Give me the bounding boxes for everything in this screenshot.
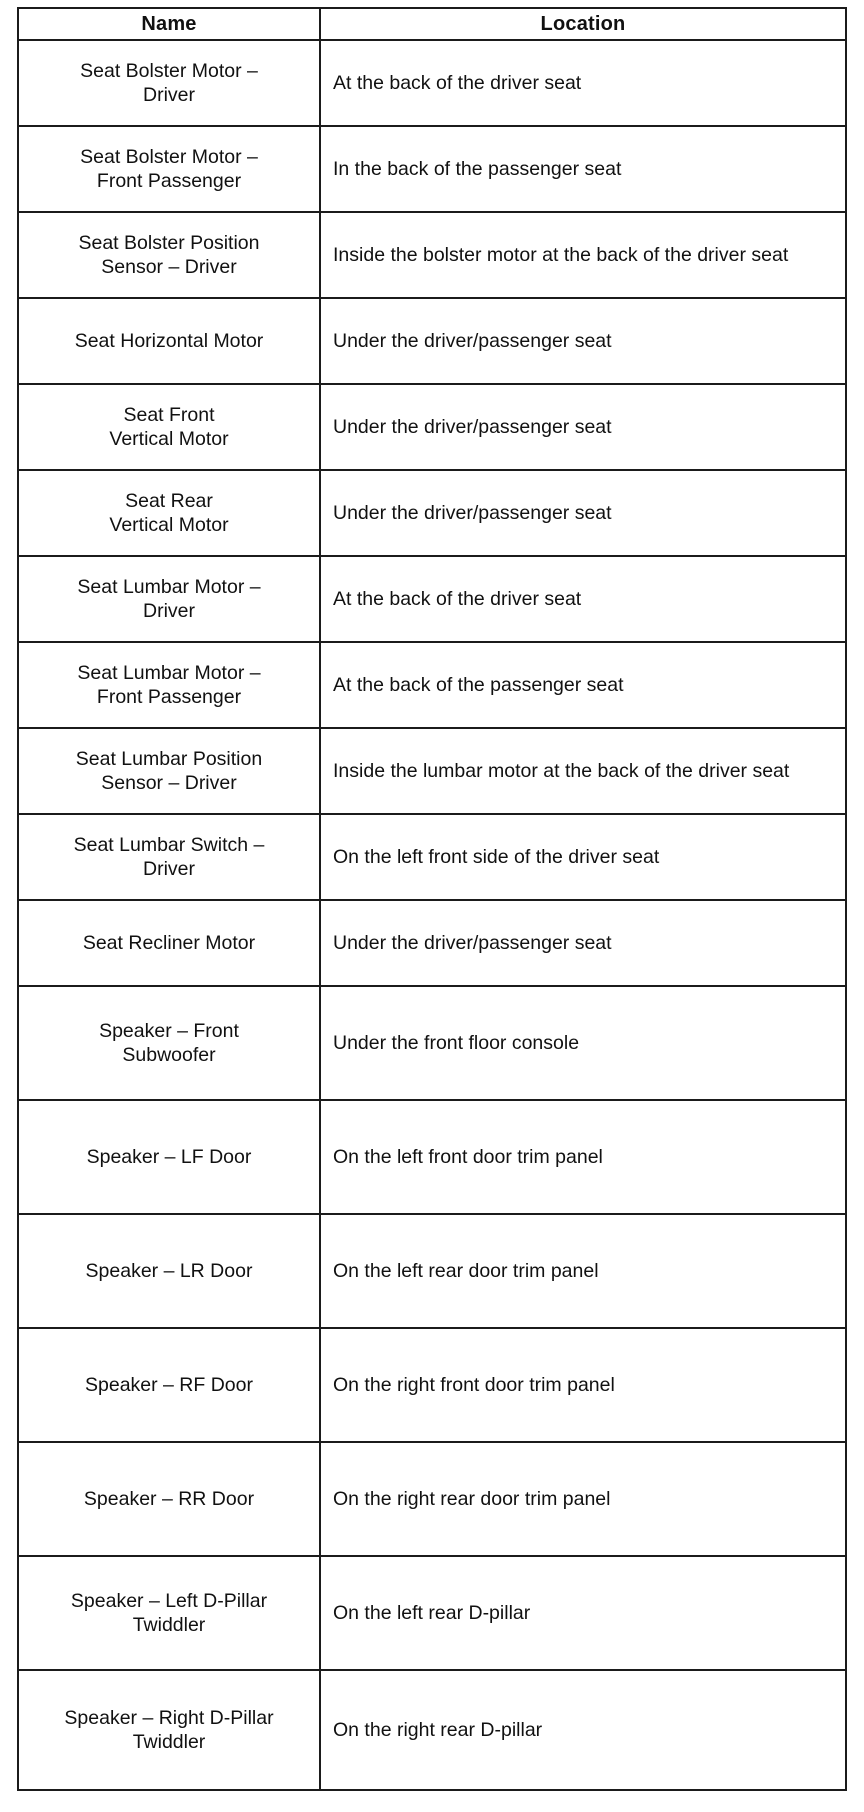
component-location: Under the driver/passenger seat [320,900,846,986]
component-name: Speaker – LR Door [18,1214,320,1328]
component-name: Speaker – Left D-Pillar Twiddler [18,1556,320,1670]
table-row [18,814,846,900]
component-name: Seat Rear Vertical Motor [18,470,320,556]
component-location: On the left rear door trim panel [320,1214,846,1328]
table-row [18,384,846,470]
component-name: Speaker – LF Door [18,1100,320,1214]
component-name: Seat Lumbar Position Sensor – Driver [18,728,320,814]
table-row [18,1442,846,1556]
component-name: Speaker – Right D-Pillar Twiddler [18,1670,320,1790]
component-name: Seat Lumbar Motor – Front Passenger [18,642,320,728]
component-name: Seat Front Vertical Motor [18,384,320,470]
component-name: Seat Bolster Motor – Front Passenger [18,126,320,212]
component-location: On the left front door trim panel [320,1100,846,1214]
location-column-header: Location [320,8,846,40]
component-name: Seat Recliner Motor [18,900,320,986]
table-row [18,728,846,814]
component-location: In the back of the passenger seat [320,126,846,212]
table-body [18,40,846,1790]
component-location: On the right rear D-pillar [320,1670,846,1790]
table-row [18,126,846,212]
component-location: On the right front door trim panel [320,1328,846,1442]
table-row [18,298,846,384]
component-name: Seat Bolster Motor – Driver [18,40,320,126]
table-row [18,1100,846,1214]
table-row [18,1328,846,1442]
table-row [18,212,846,298]
component-name: Speaker – RF Door [18,1328,320,1442]
table-row [18,986,846,1100]
component-location: Under the driver/passenger seat [320,298,846,384]
component-name: Speaker – Front Subwoofer [18,986,320,1100]
table-row [18,1670,846,1790]
table-row [18,556,846,642]
table-row [18,40,846,126]
component-name: Speaker – RR Door [18,1442,320,1556]
table-row [18,470,846,556]
component-location: Under the driver/passenger seat [320,470,846,556]
component-location: At the back of the driver seat [320,556,846,642]
table-row [18,1556,846,1670]
component-location: On the left rear D-pillar [320,1556,846,1670]
table-row [18,642,846,728]
table-row [18,1214,846,1328]
component-location: Under the front floor console [320,986,846,1100]
component-name: Seat Horizontal Motor [18,298,320,384]
component-location: Inside the lumbar motor at the back of the driver seat [320,728,846,814]
name-column-header: Name [18,8,320,40]
component-name: Seat Lumbar Motor – Driver [18,556,320,642]
component-name: Seat Bolster Position Sensor – Driver [18,212,320,298]
table-row [18,900,846,986]
component-location: At the back of the driver seat [320,40,846,126]
component-name: Seat Lumbar Switch – Driver [18,814,320,900]
component-location: On the right rear door trim panel [320,1442,846,1556]
component-location: On the left front side of the driver seat [320,814,846,900]
component-location: Inside the bolster motor at the back of the driver seat [320,212,846,298]
component-location: At the back of the passenger seat [320,642,846,728]
table-header-row [18,8,846,40]
component-location: Under the driver/passenger seat [320,384,846,470]
component-location-table [17,7,847,1791]
